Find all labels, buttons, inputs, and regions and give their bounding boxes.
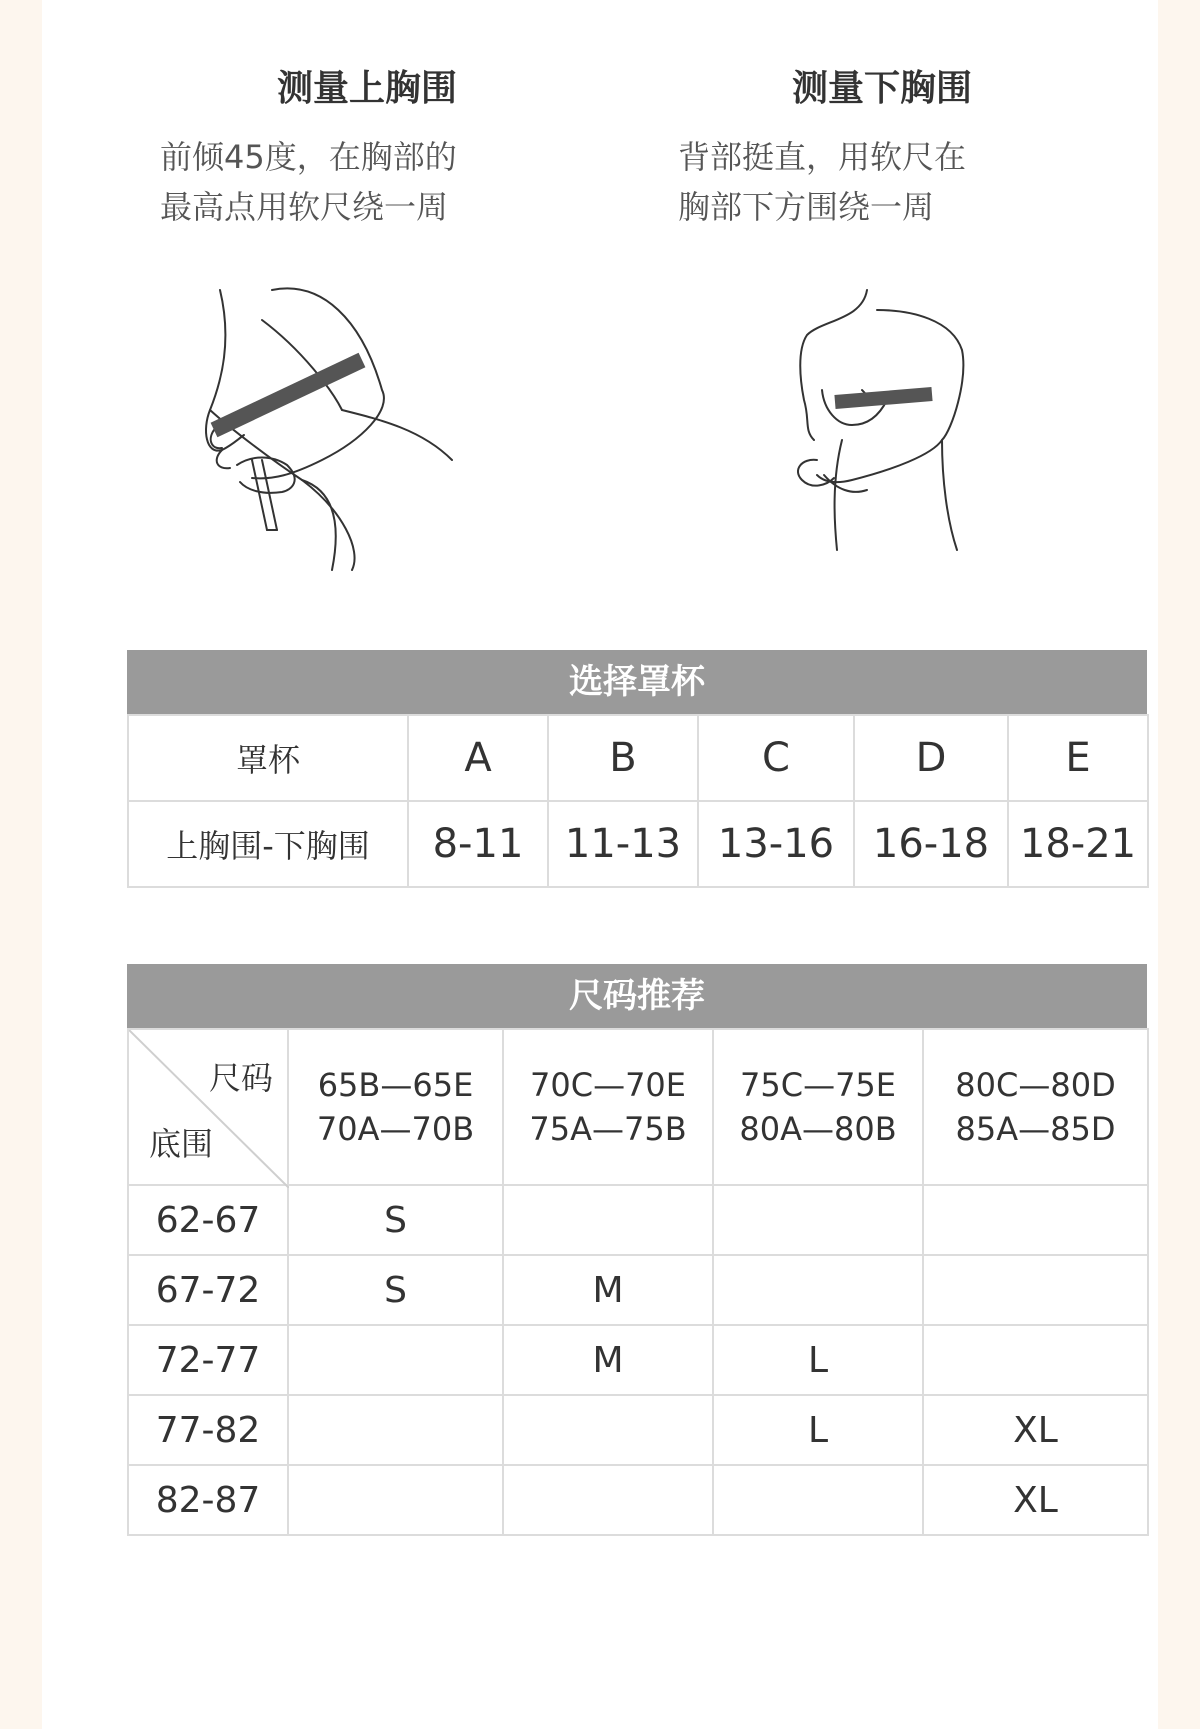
size-header-row <box>128 1029 1148 1185</box>
cup-cell: C <box>698 715 854 801</box>
size-cell: M <box>503 1255 713 1325</box>
size-column-header <box>503 1029 713 1185</box>
size-range-line2: 80A—80B <box>739 1110 897 1148</box>
cup-cell: D <box>854 715 1008 801</box>
size-range-line1: 65B—65E <box>317 1066 474 1104</box>
diff-row-header: 上胸围-下胸围 <box>128 801 408 887</box>
size-cell: M <box>503 1325 713 1395</box>
under-bust-title: 测量下胸围 <box>791 68 972 109</box>
upper-bust-description <box>160 132 580 232</box>
size-cell <box>923 1255 1148 1325</box>
diff-cell: 13-16 <box>698 801 854 887</box>
corner-label-band: 底围 <box>149 1125 214 1163</box>
size-cell <box>288 1395 503 1465</box>
size-range-line2: 70A—70B <box>316 1110 475 1148</box>
size-row <box>128 1185 1148 1255</box>
diff-cell: 18-21 <box>1008 801 1148 887</box>
size-cell <box>288 1465 503 1535</box>
size-cell: S <box>288 1255 503 1325</box>
size-row <box>128 1465 1148 1535</box>
size-cell: L <box>713 1325 923 1395</box>
size-range-line1: 80C—80D <box>955 1066 1116 1104</box>
cup-cell: E <box>1008 715 1148 801</box>
size-cell <box>503 1395 713 1465</box>
cup-row-header: 罩杯 <box>128 715 408 801</box>
size-cell <box>503 1185 713 1255</box>
size-cell <box>288 1325 503 1395</box>
cup-table <box>127 714 1149 888</box>
band-cell: 77-82 <box>128 1395 288 1465</box>
size-cell <box>713 1465 923 1535</box>
upper-bust-title: 测量上胸围 <box>276 68 457 109</box>
size-section-header: 尺码推荐 <box>127 964 1147 1028</box>
size-cell <box>713 1255 923 1325</box>
corner-cell <box>128 1029 288 1185</box>
diff-cell: 8-11 <box>408 801 548 887</box>
size-cell <box>923 1185 1148 1255</box>
size-cell: S <box>288 1185 503 1255</box>
cup-row <box>128 715 1148 801</box>
band-cell: 67-72 <box>128 1255 288 1325</box>
band-cell: 82-87 <box>128 1465 288 1535</box>
upper-bust-desc-line2: 最高点用软尺绕一周 <box>160 188 449 226</box>
under-bust-desc-line1: 背部挺直，用软尺在 <box>678 138 967 176</box>
size-range-line2: 85A—85D <box>955 1110 1116 1148</box>
size-column-header <box>713 1029 923 1185</box>
size-row <box>128 1325 1148 1395</box>
size-table <box>127 1028 1149 1536</box>
upper-bust-desc-line1: 前倾45度，在胸部的 <box>160 138 457 176</box>
cup-cell: A <box>408 715 548 801</box>
size-range-line2: 75A—75B <box>529 1110 687 1148</box>
under-bust-description <box>678 132 1098 232</box>
cup-cell: B <box>548 715 698 801</box>
band-cell: 62-67 <box>128 1185 288 1255</box>
size-range-line1: 70C—70E <box>530 1066 686 1104</box>
under-bust-desc-line2: 胸部下方围绕一周 <box>678 188 935 226</box>
corner-label-size: 尺码 <box>208 1059 273 1097</box>
size-row <box>128 1395 1148 1465</box>
size-cell: XL <box>923 1395 1148 1465</box>
size-range-line1: 75C—75E <box>740 1066 896 1104</box>
size-row <box>128 1255 1148 1325</box>
size-cell: XL <box>923 1465 1148 1535</box>
under-bust-illustration <box>742 280 1002 560</box>
size-column-header <box>288 1029 503 1185</box>
cup-section-header: 选择罩杯 <box>127 650 1147 714</box>
diff-cell: 16-18 <box>854 801 1008 887</box>
size-cell <box>503 1465 713 1535</box>
upper-bust-illustration <box>192 280 512 580</box>
size-cell <box>923 1325 1148 1395</box>
content-panel <box>42 0 1158 1729</box>
size-cell: L <box>713 1395 923 1465</box>
diff-cell: 11-13 <box>548 801 698 887</box>
diff-row <box>128 801 1148 887</box>
band-cell: 72-77 <box>128 1325 288 1395</box>
size-column-header <box>923 1029 1148 1185</box>
size-cell <box>713 1185 923 1255</box>
